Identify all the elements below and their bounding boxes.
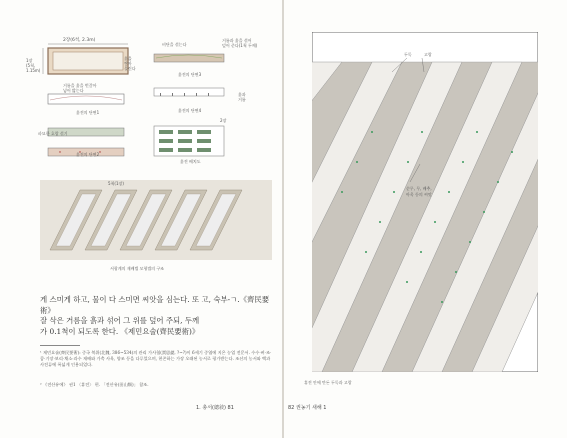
- figure-caption-left: 서광계의 재배법 모형법의 구조: [110, 266, 165, 271]
- body-line-2: 잘 삭은 거름을 흙과 섞어 그 위를 덮어 주되, 두께: [40, 316, 200, 325]
- soil-manure-label: 흙과 거름: [238, 92, 246, 102]
- right-page: [284, 0, 567, 438]
- step1-label: 흙전의 단면1: [76, 110, 100, 115]
- body-line-3: 가 0.1척이 되도록 한다. 《제민요술(齊民要術)》: [40, 326, 200, 336]
- soil-side-label: 흙을 쌓아 올린다: [124, 56, 136, 71]
- cover-note-label: 거름과 흙을 섞어 덮어 준다(1척 두께): [222, 38, 258, 48]
- ridge-furrow-illustration: [312, 32, 538, 372]
- bed-section-diagram: [150, 40, 265, 180]
- left-page: [0, 0, 283, 438]
- seed-callout-label: 순무, 무, 배추, 아욱 등의 씨앗: [406, 186, 432, 197]
- folio-left: 1. 총서(總敍) 81: [196, 405, 234, 411]
- spread-note-label: 비단을 섞는다: [162, 42, 187, 47]
- height-dim-label: 1장 (5척, 1.15m): [26, 58, 41, 73]
- dim-top-label: 5척(1장): [108, 181, 124, 186]
- footnote-2: ² 《전산유에》 권1 〈휴전〉 편. 「전산유(田山類)」 참조.: [40, 382, 149, 387]
- folio-right: 82 권농기 새해 1: [288, 405, 327, 411]
- spacing-label: 2장: [220, 118, 227, 123]
- body-line-1: 게 스미게 하고, 물이 다 스미면 씨앗을 심는다. 또 고, 숙부-ㄱ.《齊民要術》: [40, 295, 270, 315]
- body-paragraph: [40, 295, 272, 337]
- step4-label: 흙전의 단면4: [178, 108, 202, 113]
- dig-note-label: 거름을 흙을 번갈아 넣어 밟는다: [63, 83, 97, 93]
- width-dim-label: 2장(6척, 2.3m): [63, 38, 96, 43]
- step2-label: 흙전의 단면2: [76, 152, 100, 157]
- furrow-label: 고랑: [424, 52, 432, 57]
- figure-caption-right: 휴전 안에 만든 두둑과 고랑: [304, 380, 352, 385]
- step-plan-label: 흙전 배치도: [180, 159, 201, 164]
- footnote-1: ¹ 제민요술(齊民要術): 중국 북위(北魏, 386~534)의 관리 가사협(賈思勰, ?~?)이 6세기 중엽에 지은 농업 전문서. 수수·벼·조·콩·기장·보리·채소·과수 재배와 가축 사육, 양조 등을 다루었으며, 현존하는 가장 오래된 농서로 평가받는다. 조선의 농서와 백과사전류에 폭넓게 인용되었다.: [40, 350, 272, 367]
- footnote-rule: [40, 345, 80, 346]
- dug-out-label: 파묘한 호랑 섞기: [38, 131, 68, 136]
- raised-bed-illustration: [40, 180, 272, 260]
- ridge-label: 두둑: [404, 52, 412, 57]
- step3-label: 흙전의 단면3: [178, 72, 202, 77]
